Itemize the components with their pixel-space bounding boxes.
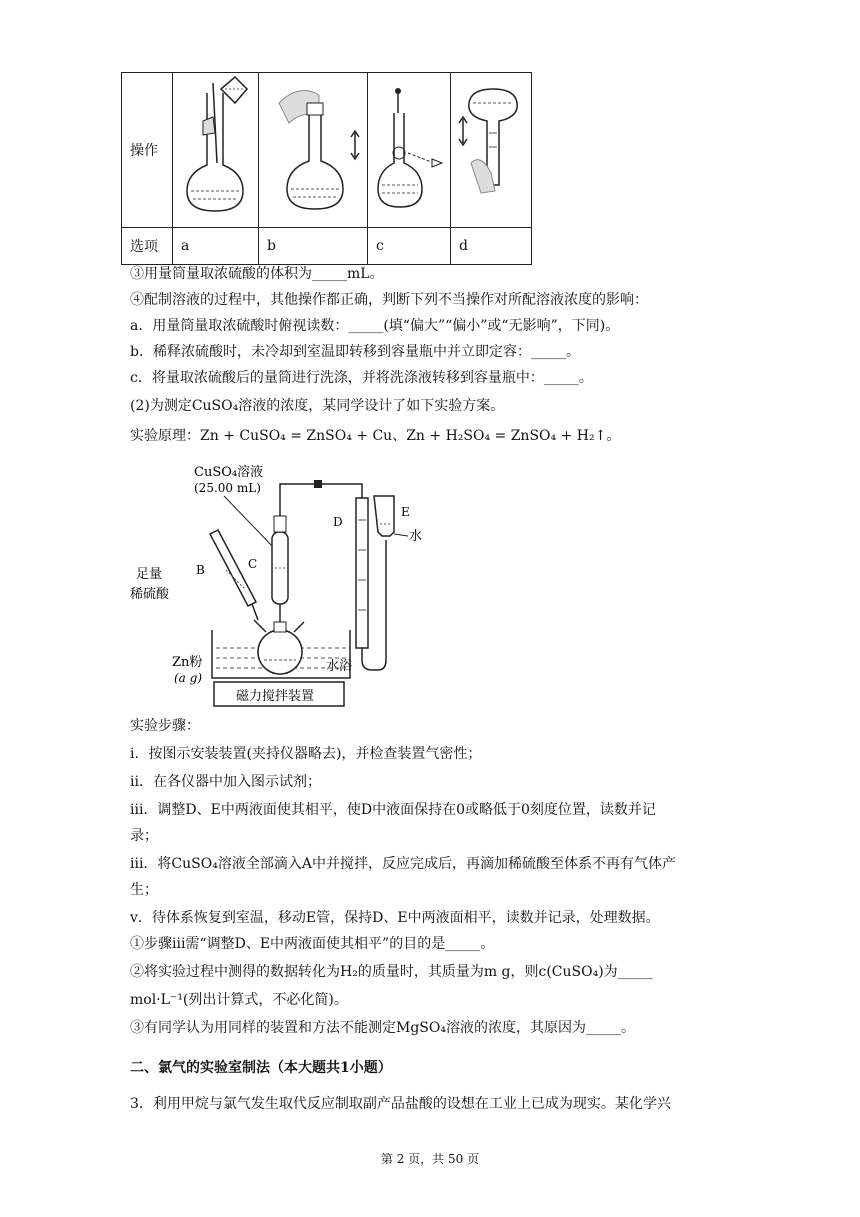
flask-inverting-illustration — [451, 73, 531, 223]
flask-shaking-illustration — [259, 73, 367, 223]
option-c: c — [368, 228, 451, 265]
text-line: (2)为测定CuSO₄溶液的浓度，某同学设计了如下实验方案。 — [130, 398, 505, 414]
text-line: v．待体系恢复到室温，移动E管，保持D、E中两液面相平，读数并记录，处理数据。 — [130, 910, 660, 926]
text-line: ①步骤iii需“调整D、E中两液面使其相平”的目的是_____。 — [130, 936, 495, 952]
text-line: i．按图示安装装置(夹持仪器略去)，并检查装置气密性； — [130, 746, 482, 762]
page-footer: 第 2 页，共 50 页 — [380, 1152, 480, 1166]
text-line: ③有同学认为用同样的装置和方法不能测定MgSO₄溶液的浓度，其原因为_____。 — [130, 1020, 635, 1036]
op-image-a — [173, 73, 259, 228]
option-d: d — [451, 228, 532, 265]
flask-pouring-illustration — [173, 73, 258, 223]
volume-label: (25.00 mL) — [194, 481, 261, 495]
text-line: b．稀释浓硫酸时，未冷却到室温即转移到容量瓶中并立即定容：_____。 — [130, 344, 580, 360]
text-line: c．将量取浓硫酸后的量筒进行洗涤，并将洗涤液转移到容量瓶中：_____。 — [130, 370, 593, 386]
label-e: E — [401, 505, 410, 519]
text-line: 3．利用甲烷与氯气发生取代反应制取副产品盐酸的设想在工业上已成为现实。某化学兴 — [130, 1096, 671, 1112]
option-a: a — [173, 228, 259, 265]
text-line: 实验步骤： — [130, 718, 200, 734]
text-line: mol·L⁻¹(列出计算式，不必化简)。 — [130, 992, 348, 1008]
acid-label-2: 稀硫酸 — [130, 587, 170, 602]
stirrer-label: 磁力搅拌装置 — [236, 689, 315, 704]
text-line: 录； — [130, 828, 158, 844]
label-c: C — [248, 557, 258, 571]
section-heading: 二、氯气的实验室制法（本大题共1小题） — [130, 1060, 392, 1076]
op-image-c — [368, 73, 451, 228]
zn-mass-label: (a g) — [174, 671, 203, 685]
row-label-option: 选项 — [122, 228, 173, 265]
row-label-operation: 操作 — [122, 73, 173, 228]
text-line: ③用量筒量取浓硫酸的体积为_____mL。 — [130, 266, 384, 282]
text-line: ④配制溶液的过程中，其他操作都正确，判断下列不当操作对所配溶液浓度的影响： — [130, 292, 648, 308]
text-line: 生； — [130, 882, 158, 898]
reaction-equation: 实验原理：Zn + CuSO₄ = ZnSO₄ + Cu、Zn + H₂SO₄ = ZnSO₄ + H₂↑。 — [130, 428, 621, 444]
text-line: iii．调整D、E中两液面使其相平，使D中液面保持在0或略低于0刻度位置，读数并记 — [130, 802, 656, 818]
bath-label: 水浴 — [326, 659, 353, 674]
op-image-b — [259, 73, 368, 228]
text-line: iii．将CuSO₄溶液全部滴入A中并搅拌，反应完成后，再滴加稀硫酸至体系不再有气体产 — [130, 856, 676, 872]
text-line: ②将实验过程中测得的数据转化为H₂的质量时，其质量为m g，则c(CuSO₄)为_____ — [130, 964, 653, 980]
zn-label: Zn粉 — [172, 655, 203, 670]
text-line: a．用量筒量取浓硫酸时俯视读数：_____(填“偏大”“偏小”或“无影响”，下同)。 — [130, 318, 620, 334]
water-label: 水 — [409, 529, 423, 544]
operations-table — [121, 72, 532, 265]
apparatus-diagram — [128, 460, 448, 710]
op-image-d — [451, 73, 532, 228]
flask-reading-illustration — [368, 73, 450, 223]
label-b: B — [196, 563, 205, 577]
acid-label-1: 足量 — [136, 567, 163, 582]
option-b: b — [259, 228, 368, 265]
cuso4-label: CuSO₄溶液 — [194, 465, 264, 480]
text-line: ii．在各仪器中加入图示试剂； — [130, 774, 321, 790]
label-d: D — [333, 515, 343, 529]
